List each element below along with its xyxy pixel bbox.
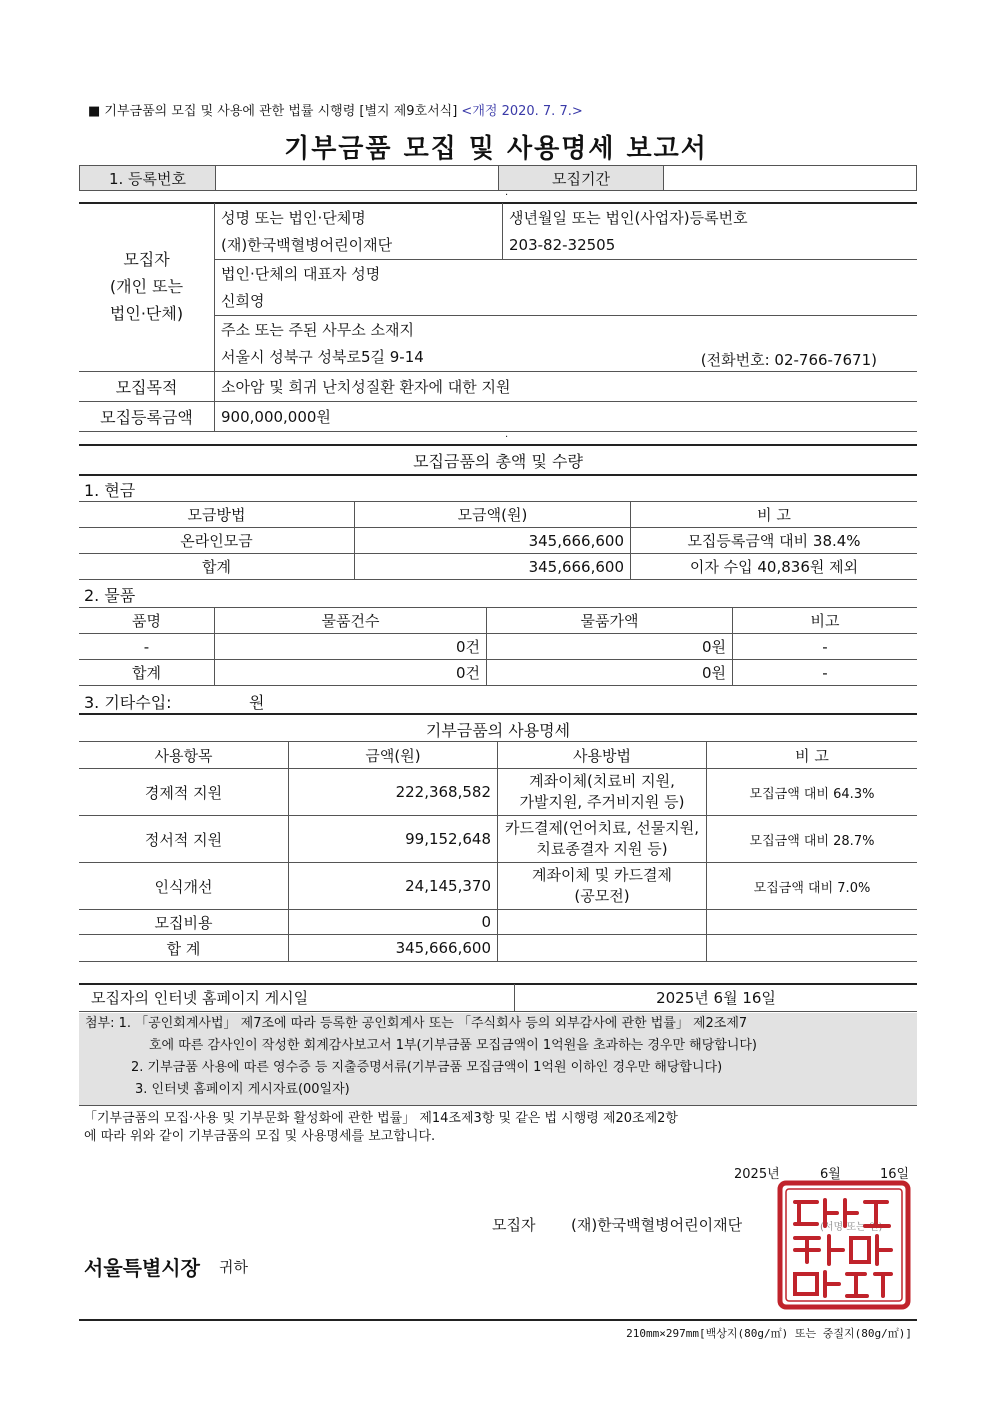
registration-table [79, 165, 917, 191]
recipient-name: 서울특별시장 [84, 1256, 200, 1280]
signer-label: 모집자 [492, 1216, 536, 1234]
usage-amount: 345,666,600 [289, 935, 498, 962]
usage-top-rule [79, 713, 917, 715]
period-label: 모집기간 [499, 166, 664, 191]
usage-header-amount: 금액(원) [289, 742, 498, 769]
separator-dot: · [505, 190, 509, 201]
usage-header-method: 사용방법 [498, 742, 707, 769]
rep-label: 법인·단체의 대표자 성명 [221, 264, 381, 283]
table-row [79, 816, 917, 863]
collector-section-label [79, 203, 215, 371]
registration-value [216, 166, 499, 191]
goods-name: 합계 [79, 660, 215, 686]
usage-item: 경제적 지원 [79, 769, 289, 816]
seal-icon [777, 1180, 911, 1310]
separator-dot-2: · [505, 432, 509, 443]
attachment-line-3: 2. 기부금품 사용에 따른 영수증 등 지출증명서류(기부금품 모집금액이 1억원 이하인 경우만 해당합니다) [131, 1060, 723, 1075]
totals-title: 모집금품의 총액 및 수량 [413, 452, 583, 471]
date-month: 6월 [820, 1167, 841, 1182]
usage-note [707, 935, 918, 962]
usage-item: 인식개선 [79, 863, 289, 910]
goods-value: 0원 [487, 634, 733, 660]
cash-title: 1. 현금 [84, 481, 136, 500]
posting-table [79, 984, 917, 1012]
usage-method [498, 816, 707, 863]
usage-method [498, 863, 707, 910]
cash-header-amount: 모금액(원) [355, 502, 631, 528]
statement [84, 1110, 678, 1146]
attachment-line-1: 첨부: 1. 「공인회계사법」 제7조에 따라 등록한 공인회계사 또는 「주식회사 등의 외부감사에 관한 법률」 제2조제7 [85, 1016, 748, 1031]
legal-ref-text: ■ 기부금품의 모집 및 사용에 관한 법률 시행령 [별지 제9호서식] [88, 104, 458, 119]
usage-note: 모집금액 대비 28.7% [749, 833, 875, 849]
usage-table [79, 741, 917, 962]
usage-amount: 24,145,370 [289, 863, 498, 910]
usage-note: 모집금액 대비 64.3% [749, 786, 875, 802]
reg-amount-label: 모집등록금액 [79, 401, 215, 431]
addr-label: 주소 또는 주된 사무소 소재지 [221, 320, 414, 339]
cash-note: 모집등록금액 대비 38.4% [687, 532, 861, 550]
usage-item: 정서적 지원 [79, 816, 289, 863]
usage-amount: 99,152,648 [289, 816, 498, 863]
posting-value: 2025년 6월 16일 [656, 988, 776, 1007]
usage-header-note: 비 고 [795, 746, 829, 765]
page-title: 기부금품 모집 및 사용명세 보고서 [284, 134, 708, 164]
revision-date: <개정 2020. 7. 7.> [461, 104, 583, 119]
collector-label-1: 모집자 [123, 250, 170, 270]
table-row [79, 634, 917, 660]
period-value [664, 166, 917, 191]
collector-label-2: (개인 또는 [109, 277, 184, 297]
usage-item: 합 계 [79, 935, 289, 962]
date-year: 2025년 [734, 1167, 780, 1182]
usage-amount: 0 [289, 910, 498, 935]
cash-header-note: 비 고 [757, 506, 791, 524]
usage-item: 모집비용 [79, 910, 289, 935]
cash-header-method: 모금방법 [79, 502, 355, 528]
collector-label-3: 법인·단체) [109, 304, 184, 324]
date-day: 16일 [880, 1167, 910, 1182]
usage-title: 기부금품의 사용명세 [425, 721, 571, 740]
table-row [79, 528, 917, 554]
registration-label: 1. 등록번호 [80, 166, 216, 191]
goods-header-value: 물품가액 [487, 608, 733, 634]
cash-note: 이자 수입 40,836원 제외 [689, 558, 859, 576]
table-row [79, 863, 917, 910]
goods-table [79, 607, 917, 686]
usage-note [707, 910, 918, 935]
goods-note: - [822, 637, 828, 656]
collector-table [79, 203, 917, 432]
statement-line-2: 에 따라 위와 같이 기부금품의 모집 및 사용명세를 보고합니다. [84, 1129, 436, 1144]
signer-name: (재)한국백혈병어린이재단 [571, 1216, 743, 1234]
totals-top-rule [79, 444, 917, 446]
addr-cell [215, 343, 918, 371]
goods-value: 0원 [487, 660, 733, 686]
goods-header-note: 비고 [810, 612, 840, 630]
cash-table [79, 501, 917, 580]
usage-method-line-1: 계좌이체(치료비 지원, [529, 772, 675, 790]
reg-amount-value: 900,000,000원 [221, 407, 331, 426]
usage-method-line-2: 치료종결자 지원 등) [536, 840, 668, 858]
purpose-label: 모집목적 [79, 371, 215, 401]
usage-method-line-2: (공모전) [574, 887, 630, 905]
name-value: (재)한국백혈병어린이재단 [215, 231, 503, 259]
sign-hint: (서명 또는 인) [820, 1222, 883, 1233]
recipient-suffix: 귀하 [219, 1258, 248, 1276]
attachments-box [79, 1013, 917, 1106]
goods-count: 0건 [215, 634, 487, 660]
table-row [79, 554, 917, 580]
usage-header-item: 사용항목 [79, 742, 289, 769]
goods-note: - [822, 663, 828, 682]
other-income-label: 3. 기타수입: [84, 693, 172, 712]
table-row [79, 660, 917, 686]
attachment-line-4: 3. 인터넷 홈페이지 게시자료(00일자) [135, 1082, 350, 1097]
usage-method-line-1: 카드결제(언어치료, 선물지원, [504, 819, 700, 837]
table-row [79, 769, 917, 816]
official-seal [777, 1180, 911, 1310]
goods-name: - [79, 634, 215, 660]
goods-header-count: 물품건수 [215, 608, 487, 634]
goods-count: 0건 [215, 660, 487, 686]
paper-spec: 210mm×297mm[백상지(80g/㎡) 또는 중질지(80g/㎡)] [626, 1327, 912, 1340]
cash-amount: 345,666,600 [355, 528, 631, 554]
usage-method [498, 910, 707, 935]
cash-method: 온라인모금 [79, 528, 355, 554]
purpose-value: 소아암 및 희귀 난치성질환 환자에 대한 지원 [221, 377, 511, 396]
usage-note: 모집금액 대비 7.0% [753, 880, 871, 896]
cash-amount: 345,666,600 [355, 554, 631, 580]
regno-value: 203-82-32505 [509, 235, 616, 254]
phone-value: (전화번호: 02-766-7671) [700, 351, 877, 369]
table-row [79, 935, 917, 962]
statement-line-1: 「기부금품의 모집·사용 및 기부문화 활성화에 관한 법률」 제14조제3항 및 같은 법 시행령 제20조제2항 [84, 1111, 678, 1126]
addr-value: 서울시 성북구 성북로5길 9-14 [221, 348, 424, 367]
legal-reference [88, 100, 583, 119]
footer-rule [79, 1319, 917, 1321]
goods-header-name: 품명 [79, 608, 215, 634]
regno-label: 생년월일 또는 법인(사업자)등록번호 [509, 208, 748, 227]
other-income-unit: 원 [249, 693, 265, 712]
rep-value: 신희영 [221, 292, 265, 311]
usage-method-line-2: 가발지원, 주거비지원 등) [519, 793, 685, 811]
cash-method: 합계 [79, 554, 355, 580]
table-row [79, 910, 917, 935]
attachment-line-2: 호에 따른 감사인이 작성한 회계감사보고서 1부(기부금품 모집금액이 1억원을 초과하는 경우만 해당합니다) [149, 1038, 758, 1053]
usage-method [498, 769, 707, 816]
goods-title: 2. 물품 [84, 586, 136, 605]
name-label: 성명 또는 법인·단체명 [215, 203, 503, 231]
usage-amount: 222,368,582 [289, 769, 498, 816]
usage-method-line-1: 계좌이체 및 카드결제 [532, 866, 672, 884]
totals-bottom-rule [79, 474, 917, 476]
usage-method [498, 935, 707, 962]
posting-label: 모집자의 인터넷 홈페이지 게시일 [79, 984, 515, 1011]
